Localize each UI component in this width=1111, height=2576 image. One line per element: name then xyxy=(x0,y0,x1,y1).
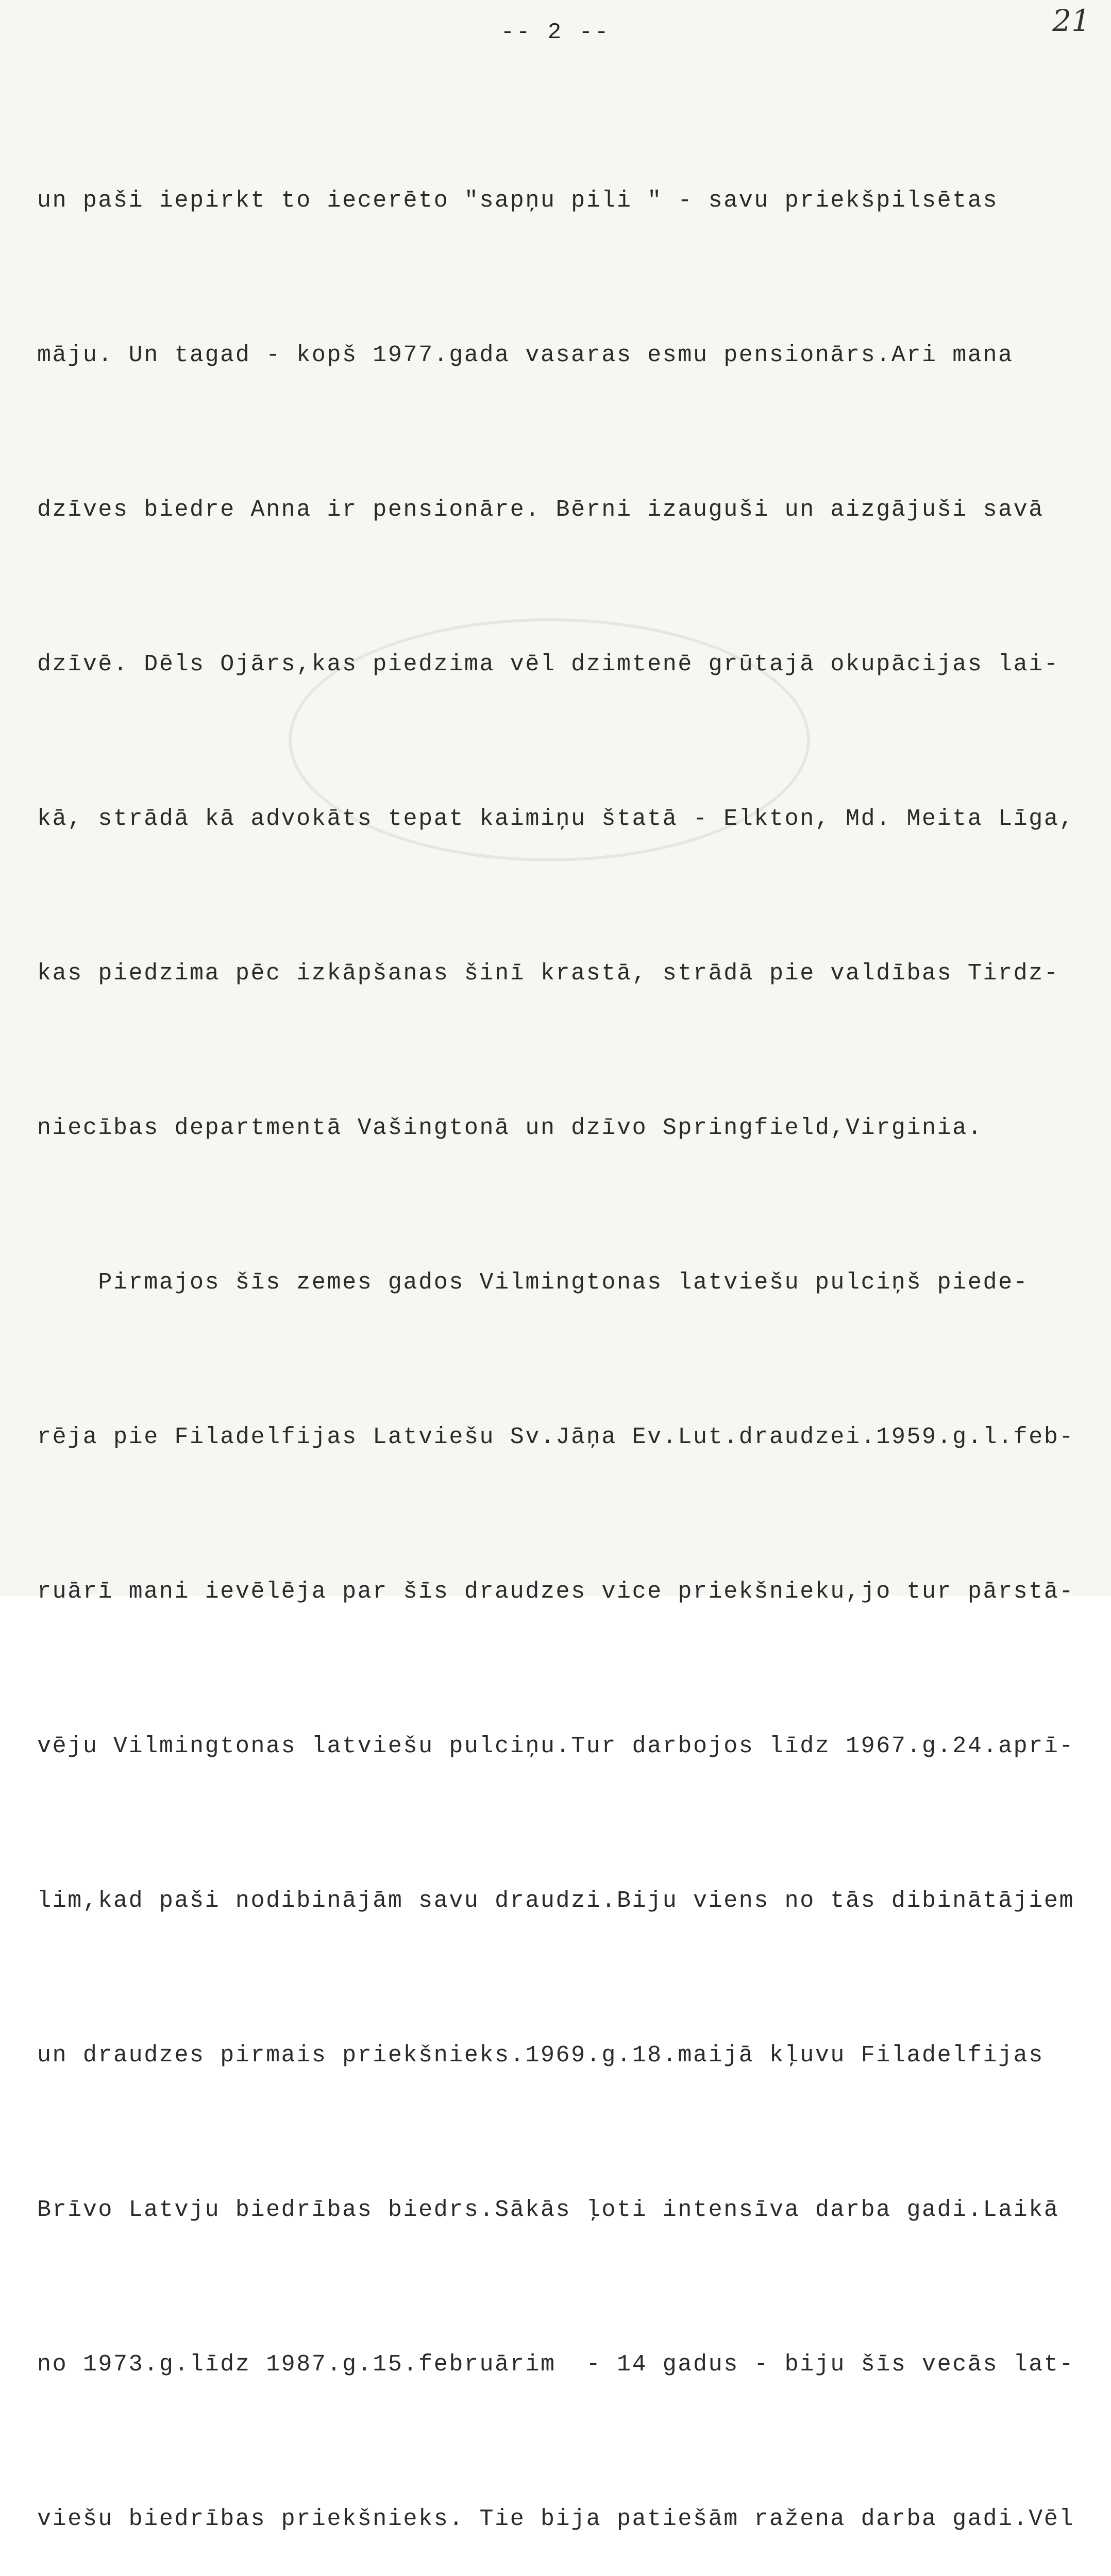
text-line: un paši iepirkt to iecerēto "sapņu pili " - savu priekšpilsētas xyxy=(37,188,999,214)
handwritten-page-mark: 21 xyxy=(1052,3,1090,38)
typewritten-body xyxy=(37,72,1093,2576)
text-line: niecības departmentā Vašingtonā un dzīvo Springfield,Virginia. xyxy=(37,1115,983,1141)
text-line: Pirmajos šīs zemes gados Vilmingtonas latviešu pulciņš piede- xyxy=(37,1269,1029,1296)
text-line: ruārī mani ievēlēja par šīs draudzes vice priekšnieku,jo tur pārstā- xyxy=(37,1579,1075,1605)
text-line: lim,kad paši nodibinājām savu draudzi.Biju viens no tās dibinātājiem xyxy=(37,1888,1075,1914)
text-line: no 1973.g.līdz 1987.g.15.februārim - 14 gadus - biju šīs vecās lat- xyxy=(37,2351,1075,2378)
text-line: vēju Vilmingtonas latviešu pulciņu.Tur darbojos līdz 1967.g.24.aprī- xyxy=(37,1733,1075,1759)
text-line: dzīves biedre Anna ir pensionāre. Bērni izauguši un aizgājuši savā xyxy=(37,497,1044,523)
text-line: kā, strādā kā advokāts tepat kaimiņu štatā - Elkton, Md. Meita Līga, xyxy=(37,806,1075,832)
text-line: viešu biedrības priekšnieks. Tie bija patiešām ražena darba gadi.Vēl xyxy=(37,2506,1075,2532)
text-line: māju. Un tagad - kopš 1977.gada vasaras esmu pensionārs.Ari mana xyxy=(37,342,1014,368)
page-number: -- 2 -- xyxy=(500,20,611,45)
text-line: Brīvo Latvju biedrības biedrs.Sākās ļoti intensīva darba gadi.Laikā xyxy=(37,2197,1059,2223)
text-line: dzīvē. Dēls Ojārs,kas piedzima vēl dzimtenē grūtajā okupācijas lai- xyxy=(37,651,1059,677)
text-line: kas piedzima pēc izkāpšanas šinī krastā, strādā pie valdības Tirdz- xyxy=(37,960,1059,987)
text-line: rēja pie Filadelfijas Latviešu Sv.Jāņa Ev.Lut.draudzei.1959.g.l.feb- xyxy=(37,1424,1075,1450)
text-line: un draudzes pirmais priekšnieks.1969.g.18.maijā kļuvu Filadelfijas xyxy=(37,2042,1044,2069)
